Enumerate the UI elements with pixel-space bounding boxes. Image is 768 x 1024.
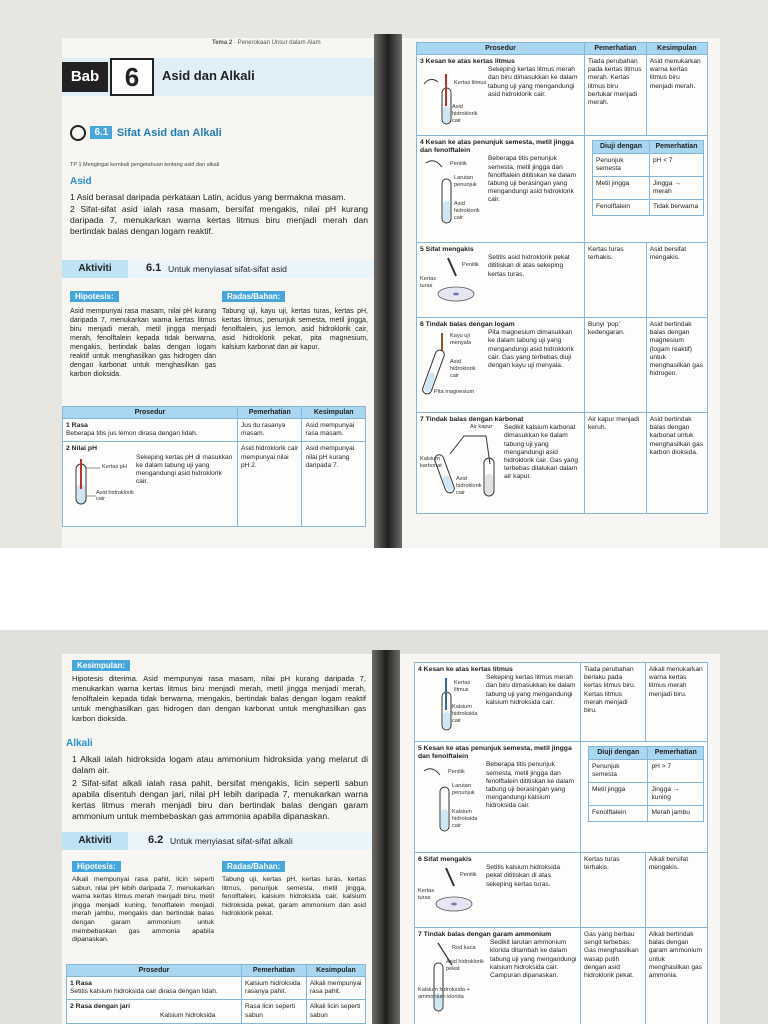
table-row: 4 Kesan ke atas kertas litmus Kertas litmus Kalsium hidroksida cair Sekeping kertas litmus merah dan biru dimasukkan ke dalam tabung uji yang mengandungi kalsium hidroksida cair. Tiada perubahan berlaku pada kertas litmus biru. Kertas litmus merah menjadi biru. Alkali menukarkan warna kertas litmus merah menjadi biru. — [415, 663, 708, 742]
table-row: 6 Sifat mengakis Penitik Kertas turas Setitis kalsium hidroksida pekat dititiskan di atas sekeping kertas turas. Kertas turas terhakis. Alkali bersifat mengakis. — [415, 853, 708, 928]
table-row: 7 Tindak balas dengan karbonat Air kapur Kalsium karbonat Asid hidroklorik cair Sedikit kalsium karbonat dimasukkan ke dalam tabung uji yang mengandungi asid hidroklorik cair. Gas yang terbebas dilalukan dalam air kapur. Air kapur menjadi keruh. Asid bertindak balas dengan karbonat untuk menghasilkan gas karbon dioksida. — [417, 413, 708, 514]
filter-paper-diagram: Penitik Kertas turas — [418, 864, 486, 916]
section-heading — [70, 124, 222, 142]
radas-block — [222, 286, 368, 352]
table-row: 1 Rasa Setitis kalsium hidroksida cair dirasa dengan lidah. Kalsium hidroksida rasanya pahit. Alkali mempunyai rasa pahit. — [67, 977, 366, 1000]
aktiviti-number: 6.2 — [148, 834, 164, 846]
hipotesis-label: Hipotesis: — [70, 291, 119, 302]
procedure-table-continued — [414, 662, 708, 1024]
section-title: Sifat Asid dan Alkali — [116, 126, 222, 139]
kesimpulan-text: Hipotesis diterima. Asid mempunyai rasa masam, nilai pH kurang daripada 7, menukarkan warna kertas litmus biru menjadi merah, metil jingga menjadi merah, fenolftalein kepada tidak berwarna, mengakis, bertindak balas dengan logam reaktif untuk menghasilkan gas hidrogen dan dengan karbonat untuk menghasilkan gas karbon dioksida. — [72, 674, 366, 723]
chapter-number: 6 — [110, 58, 154, 96]
indicator-mini-table: Diuji dengan Pemerhatian Penunjuk semesta pH < 7 Metil jingga Jingga → merah Fenolftalein Tidak berwarna — [592, 140, 704, 216]
aktiviti-number: 6.1 — [146, 262, 162, 274]
col-kesimpulan: Kesimpulan — [302, 407, 366, 419]
col-kesimpulan: Kesimpulan — [306, 965, 365, 977]
col-pemerhatian: Pemerhatian — [238, 407, 302, 419]
subheading-alkali: Alkali — [66, 738, 93, 749]
hipotesis-text: Asid mempunyai rasa masam, nilai pH kurang daripada 7, menukarkan warna kertas litmus biru menjadi merah, metil jingga menjadi merah, fenolftalein kepada tidak berwarna, mengakis, bertindak balas dengan logam reaktif untuk menghasilkan gas hidrogen dan dengan karbonat untuk menghasilkan gas karbon dioksida. — [70, 308, 216, 378]
table-row: 5 Kesan ke atas penunjuk semesta, metil jingga dan fenolftalein Penitik Larutan penunjuk Kalsium hidroksida cair Beberapa titis penunjuk semesta, metil jingga dan fenolftalein dititiskan ke dalam tabung uji berasingan yang mengandungi kalsium hidroksida cair. Diuji dengan Pemerhatian Penunjuk semesta pH > 7 Metil jingga Jingga → kuning Fenolftalein Merah jambu — [415, 742, 708, 853]
book-spine — [372, 650, 400, 1024]
carbonate-diagram: Air kapur Kalsium karbonat Asid hidroklorik cair — [420, 424, 504, 504]
table-row: 2 Rasa dengan jari Kalsium hidroksida Rasa licin seperti sabun Alkali licin seperti sabun — [67, 1000, 366, 1023]
bottom-left-page — [62, 654, 372, 1024]
aktiviti-label: Aktiviti — [62, 832, 128, 850]
radas-label: Radas/Bahan: — [222, 861, 285, 872]
radas-text: Tabung uji, kayu uji, kertas turas, kertas pH, kertas litmus, penunjuk semesta, metil jingga, fenolftalein, jus lemon, asid hidroklorik cair, asid hidroklorik pekat, pita magnesium, kalsium karbonat dan air kapur. — [222, 308, 368, 351]
subheading-asid: Asid — [70, 176, 92, 187]
ammonium-diagram: Rod kaca Asid hidroklorik pekat Kalsium hidroksida + ammonium klorida — [418, 939, 490, 1019]
table-row: 5 Sifat mengakis Penitik Kertas turas Setitis asid hidroklorik pekat dititiskan di atas sekeping kertas turas. Kertas turas terhakis. Asid bersifat mengakis. — [417, 243, 708, 318]
bottom-scan — [0, 630, 768, 1024]
col-pemerhatian: Pemerhatian — [242, 965, 307, 977]
aktiviti-bar — [62, 832, 372, 850]
hipotesis-label: Hipotesis: — [72, 861, 121, 872]
tp-note: TP 1 Mengingat kembali pengetahuan tentang asid dan alkali — [70, 162, 220, 168]
col-pemerhatian: Pemerhatian — [585, 43, 647, 55]
alkali-point-2: 2 Sifat-sifat alkali ialah rasa pahit, bersifat mengakis, licin seperti sabun apabila disentuh dengan jari, nilai pH lebih daripada 7, menukarkan warna kertas litmus merah menjadi biru dan bertindak balas dengan garam ammonium untuk membebaskan gas ammonia apabila dipanaskan. — [72, 778, 368, 821]
indicator-diagram: Penitik Larutan penunjuk Asid hidroklorik cair — [420, 155, 488, 229]
page-gap — [0, 548, 768, 630]
chapter-label: Bab — [62, 62, 108, 92]
table-row: 2 Nilai pH Kertas pH Asid hidroklorik cair Sekeping kertas pH di masukkan ke dalam tabung uji yang mengandungi asid hidroklorik cair. Asid hidroklorik cair mempunyai nilai pH 2. Asid mempunyai nilai pH kurang daripada 7. — [63, 442, 366, 527]
radas-text: Tabung uji, kertas pH, kertas turas, kertas litmus, penunjuk semesta, metil jingga, fenolftalein, kalsium hidroksida cair, kalsium hidroksida pekat, garam ammonium dan asid hidroklorik pekat. — [222, 876, 366, 918]
aktiviti-label: Aktiviti — [62, 260, 128, 278]
search-icon — [70, 125, 86, 141]
test-tube-diagram: Kertas pH Asid hidroklorik cair — [66, 454, 136, 514]
col-prosedur: Prosedur — [63, 407, 238, 419]
table-row: 1 Rasa Beberapa titis jus lemon dirasa dengan lidah. Jus itu rasanya masam. Asid mempunyai rasa masam. — [63, 419, 366, 442]
kesimpulan-label: Kesimpulan: — [72, 660, 130, 671]
indicator-diagram: Penitik Larutan penunjuk Kalsium hidroksida cair — [418, 761, 486, 837]
section-number: 6.1 — [90, 126, 112, 139]
radas-block — [222, 856, 366, 919]
bottom-right-page — [400, 654, 720, 1024]
radas-label: Radas/Bahan: — [222, 291, 285, 302]
magnesium-diagram: Kayu uji menyala Asid hidroklorik cair Pita magnesium — [420, 329, 488, 399]
alkali-point-1: 1 Alkali ialah hidroksida logam atau ammonium hidroksida yang melarut di dalam air. — [72, 754, 368, 775]
test-tube-icon — [66, 454, 136, 514]
filter-paper-diagram: Penitik Kertas turas — [420, 254, 488, 306]
procedure-table — [66, 964, 366, 1024]
hipotesis-block — [72, 856, 214, 945]
point-1: 1 Asid berasal daripada perkataan Latin, acidus yang bermakna masam. — [70, 192, 346, 202]
litmus-diagram: Kertas litmus Asid hidroklorik cair — [420, 66, 488, 126]
top-right-page — [402, 38, 720, 548]
aktiviti-bar — [62, 260, 374, 278]
table-row: 3 Kesan ke atas kertas litmus Kertas litmus Asid hidroklorik cair Sekeping kertas litmus merah dan biru dimasukkan ke dalam tabung uji yang mengandungi asid hidroklorik cair. Tiada perubahan pada kertas litmus merah. Kertas litmus biru bertukar menjadi merah. Asid menukarkan warna kertas litmus biru menjadi merah. — [417, 55, 708, 136]
table-row: 7 Tindak balas dengan garam ammonium Rod kaca Asid hidroklorik pekat Kalsium hidroksida + ammonium klorida Sedikit larutan ammonium klorida ditambah ke dalam tabung uji yang mengandungi kalsium hidroksida cair. Campuran dipanaskan. Gas yang berbau sengit terbebas. Gas menghasilkan wasap putih dengan asid hidroklorik pekat. Alkali bertindak balas dengan garam ammonium untuk menghasilkan gas ammonia. — [415, 928, 708, 1024]
procedure-table — [62, 406, 366, 527]
col-prosedur: Prosedur — [417, 43, 585, 55]
table-row: 4 Kesan ke atas penunjuk semesta, metil jingga dan fenolftalein Penitik Larutan penunjuk Asid hidroklorik cair Beberapa titis penunjuk semesta, metil jingga dan fenolftalein dititiskan ke dalam tabung uji berasingan yang mengandungi asid hidroklorik cair. Diuji dengan Pemerhatian Penunjuk semesta pH < 7 Metil jingga Jingga → merah Fenolftalein Tidak berwarna — [417, 136, 708, 243]
tema-header: Tema 2 · Penerokaan Unsur dalam Alam — [212, 40, 321, 46]
chapter-title: Asid dan Alkali — [162, 68, 255, 83]
col-prosedur: Prosedur — [67, 965, 242, 977]
indicator-mini-table: Diuji dengan Pemerhatian Penunjuk semesta pH > 7 Metil jingga Jingga → kuning Fenolftalein Merah jambu — [588, 746, 704, 822]
top-left-page — [62, 38, 374, 548]
chapter-banner — [62, 58, 374, 96]
hipotesis-block — [70, 286, 216, 379]
book-spine — [374, 34, 402, 548]
hipotesis-text: Alkali mempunyai rasa pahit, licin seperti sabun, nilai pH lebih daripada 7, menukarkan warna kertas litmus merah menjadi biru, metil jingga menjadi kuning, fenolftalein menjadi merah jambu, mengakis dan bertindak balas dengan garam ammonium untuk membebaskan gas ammonia apabila dipanaskan. — [72, 876, 214, 944]
procedure-table-continued — [416, 42, 708, 514]
aktiviti-title: Untuk menyiasat sifat-sifat alkali — [170, 836, 293, 846]
table-row: 6 Tindak balas dengan logam Kayu uji menyala Asid hidroklorik cair Pita magnesium Pita magnesium dimasukkan ke dalam tabung uji yang mengandungi asid hidroklorik cair. Gas yang terbebas diuji dengan kayu uji menyala. Bunyi 'pop' kedengaran. Asid bertindak balas dengan magnesium (logam reaktif) untuk menghasilkan gas hidrogen. — [417, 318, 708, 413]
aktiviti-title: Untuk menyiasat sifat-sifat asid — [168, 264, 287, 274]
col-kesimpulan: Kesimpulan — [646, 43, 707, 55]
litmus-diagram: Kertas litmus Kalsium hidroksida cair — [418, 674, 486, 732]
point-2: 2 Sifat-sifat asid ialah rasa masam, bersifat mengakis, nilai pH kurang daripada 7, menukarkan warna kertas litmus biru menjadi merah dan bertindak balas dengan logam reaktif. — [70, 204, 368, 236]
